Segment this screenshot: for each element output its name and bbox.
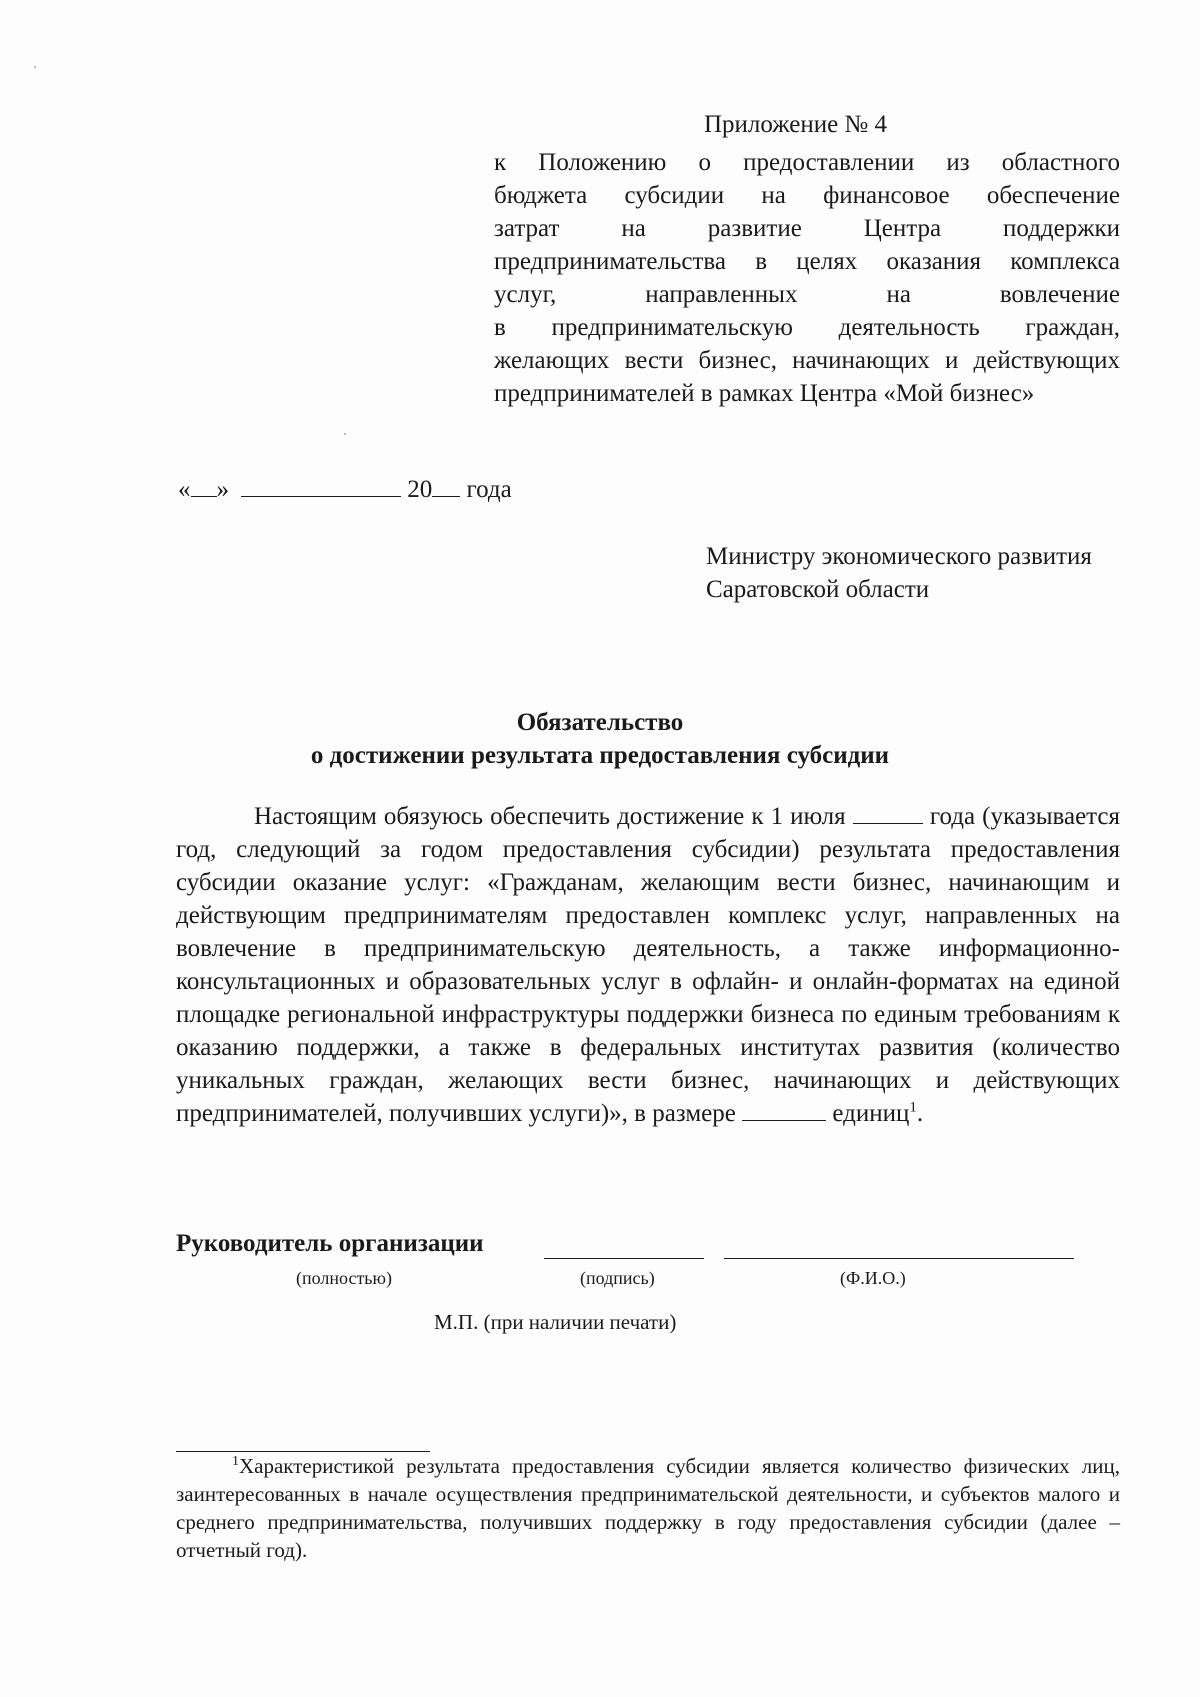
scan-speck: [344, 433, 346, 435]
obligation-text: [176, 800, 1120, 1130]
year-prefix: 20: [407, 476, 433, 503]
text-segment: года (указывается год, следующий за годом предоставления субсидии) результата предоставления субсидии оказание услуг: «Гражданам, желающим вести бизнес, начинающим и действующим предпринимателям предоставлен комплекс услуг, направленных на вовлечение в предпринимательскую деятельность, а также информационно-консультационных и образовательных услуг в офлайн- и онлайн-форматах на единой площадке региональной инфраструктуры поддержки бизнеса по единым требованиям к оказанию поддержки, а также в федеральных институтах развития (количество уникальных граждан, желающих вести бизнес, начинающих и действующих предпринимателей, получивших услуги)», в размере: [176, 803, 1120, 1127]
signature-line[interactable]: [544, 1258, 704, 1259]
date-field: [178, 474, 512, 505]
appendix-line: бюджета субсидии на финансовое обеспечение: [494, 182, 1120, 209]
year-blank[interactable]: [853, 801, 923, 824]
scan-speck: [34, 66, 36, 68]
appendix-line: в предпринимательскую деятельность граждан,: [494, 314, 1120, 341]
addressee-line: Министру экономического развития: [706, 543, 1092, 570]
appendix-line: затрат на развитие Центра поддержки: [494, 215, 1120, 242]
date-close-quote: »: [216, 476, 229, 503]
month-blank[interactable]: [241, 474, 401, 497]
document-title: [0, 706, 1200, 772]
appendix-line: услуг, направленных на вовлечение: [494, 281, 1120, 308]
appendix-line: предпринимателей в рамках Центра «Мой бизнес»: [494, 380, 1035, 407]
caption-signature: (подпись): [580, 1268, 655, 1288]
footnote: [176, 1452, 1120, 1564]
fio-line[interactable]: [724, 1258, 1074, 1259]
title-line: о достижении результата предоставления субсидии: [310, 742, 890, 769]
footnote-paragraph: [176, 1452, 1120, 1564]
obligation-paragraph: [176, 800, 1120, 1130]
text-segment: единиц: [832, 1100, 910, 1127]
addressee: [706, 540, 1092, 606]
title-line: Обязательство: [516, 709, 684, 736]
date-open-quote: «: [178, 476, 191, 503]
day-blank[interactable]: [191, 474, 217, 497]
footnote-text: Характеристикой результата предоставления субсидии является количество физических лиц, заинтересованных в начале осуществления предпринимательской деятельности, и субъектов малого и среднего предпринимательства, получивших поддержку в году предоставления субсидии (далее – отчетный год).: [176, 1454, 1120, 1562]
appendix-title: Приложение № 4: [704, 111, 888, 138]
text-segment: Настоящим обязуюсь обеспечить достижение к 1 июля: [254, 803, 846, 830]
footnote-mark: 1: [232, 1454, 239, 1469]
signature-block: [176, 1230, 1120, 1290]
signature-label: Руководитель организации: [176, 1230, 484, 1257]
year-suffix: года: [466, 476, 512, 503]
appendix-line: к Положению о предоставлении из областного: [494, 149, 1120, 176]
appendix-line: предпринимательства в целях оказания комплекса: [494, 248, 1120, 275]
stamp-note: М.П. (при наличии печати): [434, 1310, 677, 1334]
footnote-reference[interactable]: 1: [909, 1099, 917, 1116]
appendix-reference: [494, 146, 1120, 410]
year-blank[interactable]: [432, 474, 460, 497]
addressee-line: Саратовской области: [706, 576, 930, 603]
units-blank[interactable]: [742, 1098, 826, 1121]
caption-fio: (Ф.И.О.): [840, 1268, 906, 1288]
appendix-line: желающих вести бизнес, начинающих и действующих: [494, 347, 1120, 374]
text-segment: .: [916, 1100, 924, 1127]
caption-full: (полностью): [296, 1268, 392, 1288]
